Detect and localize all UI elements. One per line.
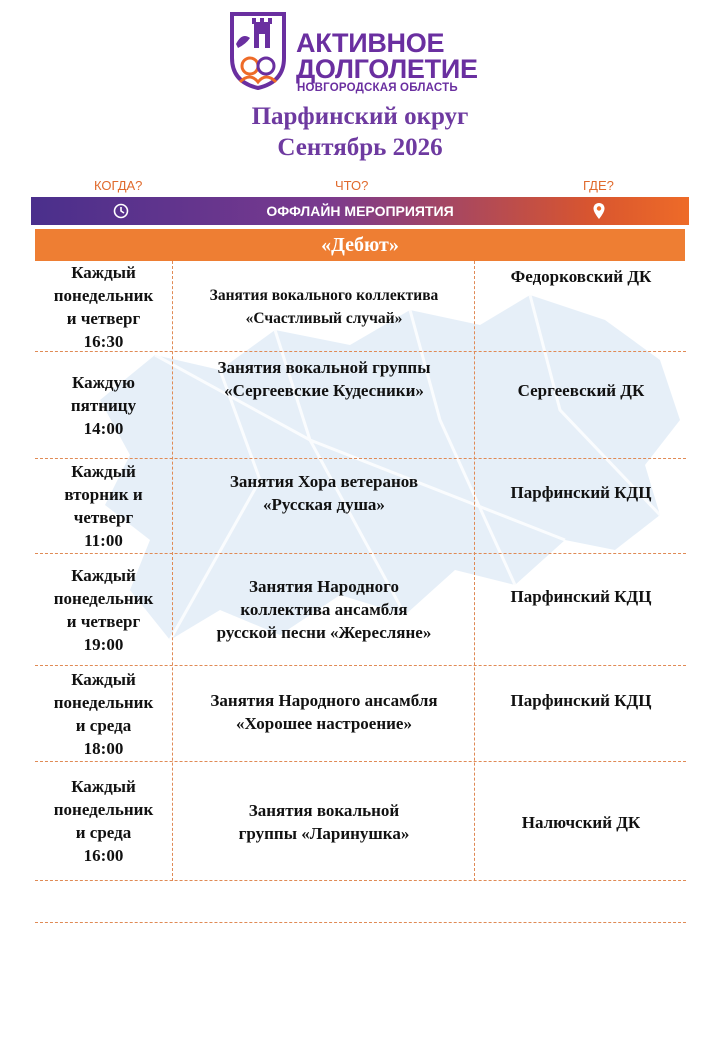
emblem-icon: [228, 10, 288, 90]
page-title: Парфинский округ: [251, 103, 469, 130]
cell-line: Каждый: [71, 262, 136, 282]
table-cell-what: [174, 683, 474, 741]
band-title: ОФФЛАЙН МЕРОПРИЯТИЯ: [266, 203, 454, 219]
cell-line: Федорковский ДК: [510, 266, 652, 286]
cell-line: понедельник: [53, 285, 154, 305]
logo-subtitle: НОВГОРОДСКАЯ ОБЛАСТЬ: [297, 82, 458, 94]
section-header: «Дебют»: [35, 229, 685, 261]
row-divider: [35, 880, 686, 881]
cell-line: Каждую: [71, 372, 135, 392]
cell-line: пятницу: [70, 395, 137, 415]
table-cell-when: [35, 666, 172, 761]
cell-line: 16:00: [83, 846, 124, 865]
table-cell-when: [35, 459, 172, 553]
column-divider: [474, 261, 475, 881]
cell-line: группы «Ларинушка»: [238, 824, 410, 843]
cell-line: Каждый: [71, 462, 136, 481]
logo-title-line1: АКТИВНОЕ: [296, 28, 445, 58]
logo-title-line2: ДОЛГОЛЕТИЕ: [296, 54, 478, 84]
table-cell-when: [35, 262, 172, 351]
cell-line: и четверг: [66, 308, 141, 328]
column-divider: [172, 261, 173, 881]
cell-line: понедельник: [53, 692, 154, 712]
table-cell-where: [476, 810, 686, 834]
table-cell-what: [174, 352, 474, 406]
column-header-what: ЧТО?: [335, 178, 369, 193]
table-cell-where: [476, 688, 686, 712]
table-cell-when: [35, 352, 172, 458]
cell-line: Каждый: [71, 565, 136, 585]
table-cell-what: [174, 566, 474, 652]
cell-line: и четверг: [66, 611, 141, 631]
logo: [228, 10, 498, 94]
cell-line: Сергеевский ДК: [517, 380, 645, 400]
cell-line: Парфинский КДЦ: [510, 586, 652, 606]
table-cell-where: [476, 584, 686, 608]
cell-line: 14:00: [83, 418, 124, 438]
table-cell-what: [174, 464, 474, 522]
cell-line: Каждый: [71, 777, 136, 796]
cell-line: Парфинский КДЦ: [510, 690, 652, 710]
offline-events-band: [31, 197, 689, 225]
cell-line: коллектива ансамбля: [240, 599, 408, 619]
table-cell-where: [476, 480, 686, 504]
location-pin-icon: [592, 202, 606, 220]
table-cell-what: [174, 793, 474, 851]
cell-line: «Русская душа»: [263, 495, 385, 514]
cell-line: «Счастливый случай»: [245, 309, 403, 327]
cell-line: вторник и: [64, 485, 143, 504]
cell-line: Занятия вокальной: [248, 801, 400, 820]
cell-line: Каждый: [71, 669, 136, 689]
table-cell-where: [476, 378, 686, 402]
table-cell-where: [476, 264, 686, 288]
cell-line: и среда: [75, 823, 132, 842]
table-cell-when: [35, 554, 172, 665]
cell-line: Налючский ДК: [521, 812, 641, 832]
cell-line: Занятия Народного: [249, 576, 399, 596]
cell-line: Парфинский КДЦ: [510, 482, 652, 502]
cell-line: русской песни «Жересляне»: [216, 622, 432, 642]
page-subtitle-month: Сентябрь 2026: [277, 134, 443, 161]
cell-line: 19:00: [83, 634, 124, 654]
row-divider: [35, 922, 686, 923]
column-header-where: ГДЕ?: [583, 178, 614, 193]
cell-line: 11:00: [84, 531, 123, 550]
table-cell-what: [174, 262, 474, 351]
cell-line: Занятия Народного ансамбля: [210, 691, 438, 710]
cell-line: Занятия Хора ветеранов: [229, 472, 419, 491]
cell-line: 16:30: [83, 331, 124, 351]
cell-line: и среда: [75, 715, 132, 735]
table-cell-when: [35, 762, 172, 880]
cell-line: «Сергеевские Кудесники»: [224, 381, 424, 400]
cell-line: понедельник: [53, 800, 154, 819]
cell-line: понедельник: [53, 588, 154, 608]
cell-line: Занятия вокальной группы: [217, 358, 431, 377]
column-header-when: КОГДА?: [94, 178, 143, 193]
cell-line: «Хорошее настроение»: [236, 714, 412, 733]
cell-line: четверг: [73, 508, 134, 527]
cell-line: 18:00: [83, 738, 124, 758]
cell-line: Занятия вокального коллектива: [209, 286, 439, 304]
